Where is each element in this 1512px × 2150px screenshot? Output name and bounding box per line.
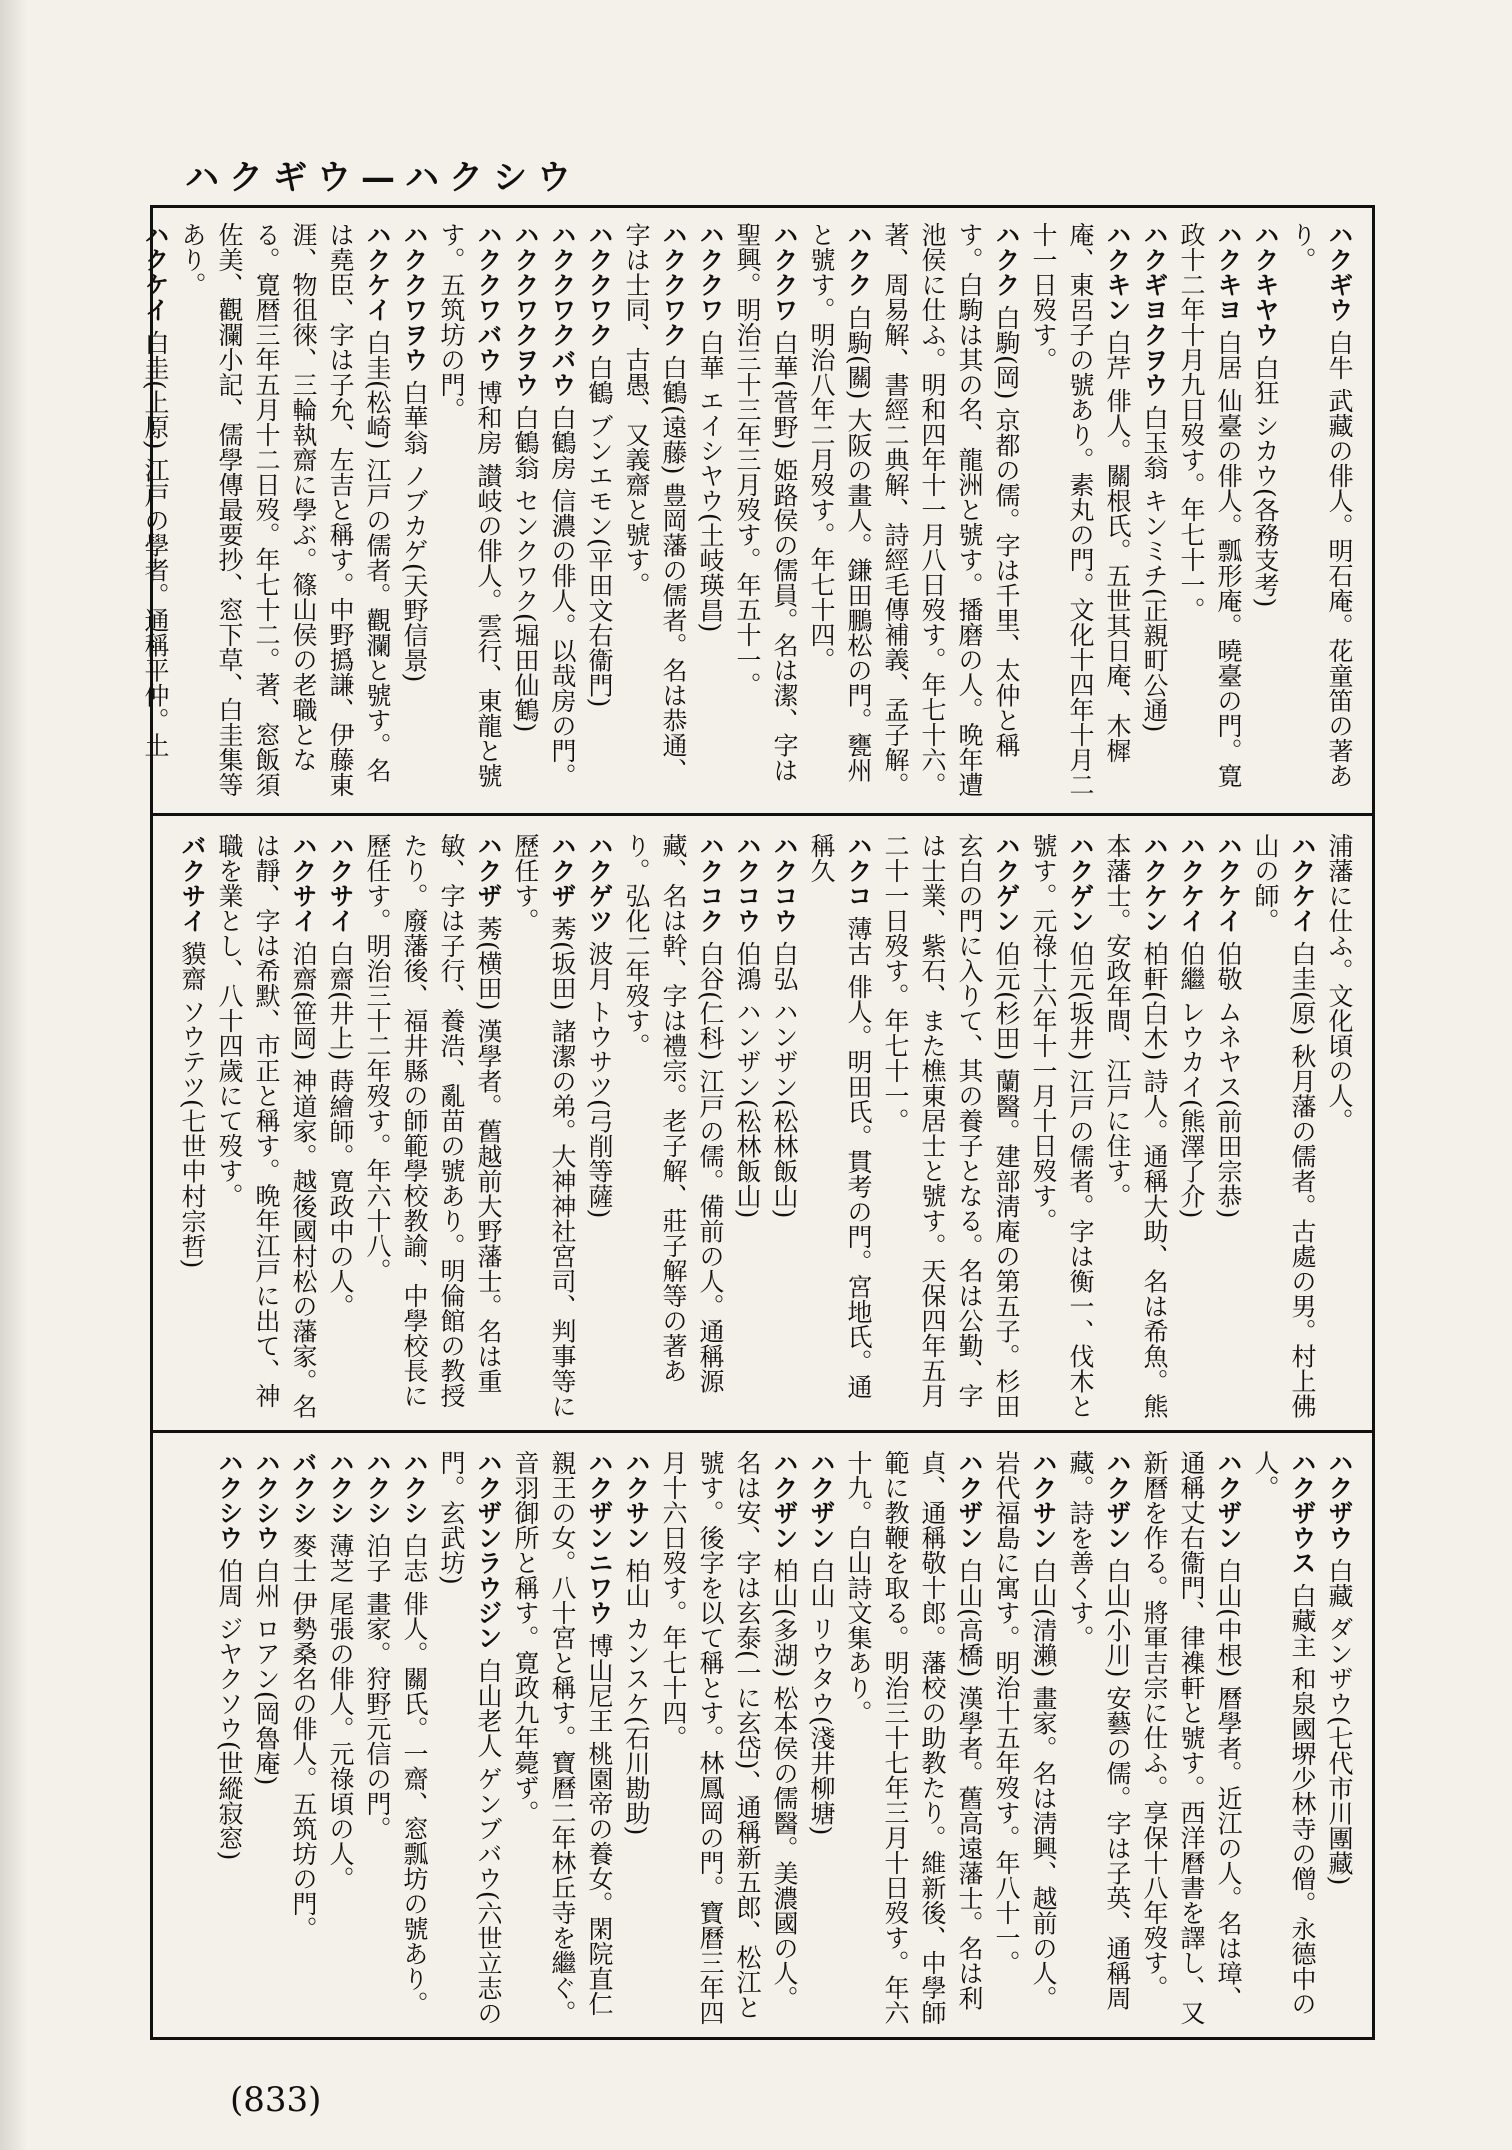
entry-headword: ハククワヲウ	[400, 222, 429, 372]
entry-body: 白圭(原) 秋月藩の儒者。古處の男。村上佛山の師。	[1251, 833, 1317, 1419]
entry-headword: ハクザウ	[1325, 1450, 1354, 1550]
entry-headword: ハクキヤウ	[1251, 222, 1280, 347]
entry-body: 薄古 俳人。明田氏。貫考の門。宮地氏。通稱久	[807, 833, 873, 1399]
dictionary-entry	[1025, 222, 1136, 803]
entry-body: 白齋(井上) 蒔繪師。寛政中の人。	[326, 940, 355, 1319]
dictionary-entry	[1210, 833, 1247, 1420]
entry-body: 泊齋(笹岡) 神道家。越後國村松の藩家。名は靜、字は希默、市正と稱す。晩年江戸に出て、神職を業とし、八十四歲にて歿す。	[215, 833, 318, 1419]
entry-headword: ハクシ	[400, 1450, 429, 1525]
entry-body: 白山 リウタウ(淺井柳塘)	[807, 1557, 836, 1836]
dictionary-entry	[618, 222, 692, 803]
entry-body: 白華(菅野) 姫路侯の儒員。名は潔、字は聖興。明治三十三年三月歿す。年五十一。	[733, 222, 799, 783]
dictionary-entry	[803, 1450, 840, 2027]
entry-body: 伯鴻 ハンザン(松林飯山)	[733, 940, 762, 1219]
page-number: (833)	[230, 2080, 322, 2120]
entry-body: 白駒(岡) 京都の儒。字は千里、太仲と稱す。白駒は其の名、龍洲と號す。播磨の人。晩年遭池侯に仕ふ。明和四年十一月八日歿す。年七十六。著、周易解、書經二典解、詩經毛傳補義、孟子解。	[881, 222, 1021, 797]
entry-body: 白居 仙臺の俳人。瓢形庵。曉臺の門。寛政十二年十月九日歿す。年七十一。	[1177, 222, 1243, 788]
dictionary-entry	[1136, 222, 1173, 803]
dictionary-entry	[840, 1450, 988, 2027]
entry-headword: ハクザ	[548, 833, 577, 908]
entry-body: 柏山 カンスケ(石川勘助)	[622, 1557, 651, 1836]
entry-headword: ハクク	[992, 222, 1021, 297]
entry-body: 白弘 ハンザン(松林飯山)	[770, 940, 799, 1219]
entry-headword: ハククワク	[659, 222, 688, 347]
entry-body: 白志 俳人。關氏。一齋、窓瓢坊の號あり。	[400, 1532, 429, 2016]
entry-body: 白狂 シカウ(各務支考)	[1251, 354, 1280, 608]
entry-headword: ハクサン	[622, 1450, 651, 1550]
dictionary-entry	[1062, 1450, 1136, 2027]
entry-body: 白華 エイシヤウ(土岐瑛昌)	[696, 329, 725, 633]
entry-body: 白駒(關) 大阪の畫人。鎌田鵬松の門。甕州と號す。明治八年二月歿す。年七十四。	[807, 222, 873, 783]
entry-headword: ハクゲン	[992, 833, 1021, 933]
entry-headword: ハクケイ	[1177, 833, 1206, 933]
dictionary-entry	[433, 1450, 507, 2027]
dictionary-entry	[248, 1450, 285, 2027]
dictionary-entry	[803, 833, 877, 1420]
entry-headword: ハクザン	[1214, 1450, 1243, 1550]
entry-headword: ハクゲツ	[585, 833, 614, 933]
dictionary-entry	[544, 222, 581, 803]
dictionary-entry	[507, 222, 544, 803]
dictionary-entry	[618, 1450, 655, 2027]
dictionary-entry	[877, 833, 1025, 1420]
entry-body: 泊子 畫家。狩野元信の門。	[363, 1532, 392, 1841]
entry-body: 浦藩に仕ふ。文化頃の人。	[1325, 833, 1354, 1133]
entry-headword: ハクギウ	[1325, 222, 1354, 322]
entry-body: 白州 ロアン(岡魯庵)	[252, 1557, 281, 1786]
dictionary-entry	[174, 222, 396, 803]
entry-body: 白山(小川) 安藝の儒。字は子英、通稱周藏。詩を善くす。	[1066, 1450, 1132, 2011]
entry-body: 柏軒(白木) 詩人。通稱大助、名は希魚。熊本藩士。安政年間、江戸に住す。	[1103, 833, 1169, 1419]
dictionary-entry	[877, 222, 1025, 803]
dictionary-entry	[507, 833, 581, 1420]
entry-body: 白藏主 和泉國堺少林寺の僧。永德中の人。	[1251, 1450, 1317, 2016]
entry-headword: ハクサイ	[326, 833, 355, 933]
entry-body: 白玉翁 キンミチ(正親町公通)	[1140, 404, 1169, 733]
entry-headword: ハクケイ	[141, 222, 170, 322]
entry-headword: ハククワクバウ	[548, 222, 577, 397]
entry-body: 莠(坂田) 諸潔の弟。大神神社宮司、判事等に歷任す。	[511, 833, 577, 1419]
entry-body: 白圭(上原) 江戸の學者。通稱平仲。土	[141, 329, 170, 758]
entry-body: 白山(清瀨) 畫家。名は淸興、越前の人。岩代福島に寓す。明治十五年歿す。年八十一。	[992, 1450, 1058, 2011]
dictionary-entry	[766, 833, 803, 1420]
entry-body: 伯元(坂井) 江戸の儒者。字は衡一、伐木と號す。元祿十六年十一月十日歿す。	[1029, 833, 1095, 1419]
dictionary-entry	[1321, 1450, 1358, 2027]
entry-headword: ハクザ	[474, 833, 503, 908]
entry-headword: ハクコ	[844, 833, 873, 908]
dictionary-entry	[1099, 833, 1173, 1420]
entry-body: 白山(中根) 曆學者。近江の人。名は璋、通稱丈右衞門、律襍軒と號す。西洋曆書を譯し、又新曆を作る。將軍吉宗に仕ふ。享保十八年歿す。	[1140, 1450, 1243, 2025]
dictionary-entry	[137, 222, 174, 803]
entry-headword: ハククワクヲウ	[511, 222, 540, 397]
dictionary-entry	[285, 1450, 322, 2027]
entry-body: 白圭(松崎) 江戸の儒者。觀瀾と號す。名は堯臣、字は子允、左吉と稱す。中野撝謙、伊藤東涯、物徂徠、三輪執齋に學ぶ。篠山侯の老職となる。寛暦三年五月十二日歿。年七十二。著、窓飯須佐美、觀瀾小記、儒學傳最要抄、窓下草、白圭集等あり。	[178, 222, 392, 797]
dictionary-entry	[1173, 833, 1210, 1420]
entry-headword: ハクケン	[1140, 833, 1169, 933]
section-middle	[153, 819, 1372, 1433]
entry-headword: ハククワバウ	[474, 222, 503, 372]
dictionary-entry	[433, 222, 507, 803]
dictionary-entry	[1247, 222, 1284, 803]
dictionary-entry	[1025, 833, 1099, 1420]
dictionary-entry	[1247, 1450, 1321, 2027]
entry-headword: ハクキヨ	[1214, 222, 1243, 322]
entry-columns	[174, 833, 1358, 1420]
entry-body: 白芹 俳人。關根氏。五世其日庵、木樨庵、東呂子の號あり。素丸の門。文化十四年十月二十一日歿す。	[1029, 222, 1132, 797]
entry-headword: ハクコウ	[770, 833, 799, 933]
entry-headword: ハクク	[844, 222, 873, 297]
entry-body: 伯元(杉田) 蘭醫。建部淸庵の第五子。杉田玄白の門に入りて、其の養子となる。名は公勤、字は士業、紫石、また樵東居士と號す。天保四年五月二十一日歿す。年七十一。	[881, 833, 1021, 1419]
entry-body: 白鶴翁 センクワク(堀田仙鶴)	[511, 404, 540, 733]
dictionary-entry	[322, 1450, 359, 2027]
entry-body: 柏山(多湖) 松本侯の儒醫。美濃國の人。名は安、字は玄泰(一に玄岱)、通稱新五郎、松江と號す。後字を以て稱とす。林鳳岡の門。寶曆三年四月十六日歿す。年七十四。	[659, 1450, 799, 2025]
dictionary-entry	[1247, 833, 1321, 1420]
entry-headword: ハクコク	[696, 833, 725, 933]
entry-headword: ハクケイ	[363, 222, 392, 322]
dictionary-entry	[988, 1450, 1062, 2027]
dictionary-entry	[1321, 833, 1358, 1420]
entry-headword: ハクキン	[1103, 222, 1132, 322]
entry-headword: ハククワク	[585, 222, 614, 347]
dictionary-entry	[618, 833, 729, 1420]
entry-headword: ハクザンニワウ	[585, 1450, 614, 1625]
entry-body: 波月 トウサツ(弓削等薩)	[585, 940, 614, 1219]
entry-headword: ハクケイ	[1288, 833, 1317, 933]
dictionary-entry	[396, 222, 433, 803]
dictionary-entry	[692, 222, 729, 803]
entry-headword: バクサイ	[178, 833, 207, 933]
dictionary-entry	[655, 1450, 803, 2027]
entry-headword: バクシ	[289, 1450, 318, 1525]
dictionary-entry	[174, 833, 211, 1420]
scan-shadow-edge	[0, 0, 28, 2150]
entry-headword: ハクギヨクヲウ	[1140, 222, 1169, 397]
dictionary-entry	[359, 833, 507, 1420]
section-bottom	[153, 1436, 1372, 2037]
entry-columns	[211, 1450, 1358, 2027]
dictionary-entry	[322, 833, 359, 1420]
dictionary-entry	[729, 222, 803, 803]
entry-headword: ハクサイ	[289, 833, 318, 933]
entry-body: 莠(横田) 漢學者。舊越前大野藩士。名は重敏、字は子行、養浩、亂苗の號あり。明倫館の教授たり。廢藩後、福井縣の師範學校教諭、中學校長に歷任す。明治三十二年歿す。年六十八。	[363, 833, 503, 1408]
entry-headword: ハクザンラウジン	[474, 1450, 503, 1650]
entry-body: 白鶴房 信濃の俳人。以哉房の門。	[548, 404, 577, 788]
dictionary-entry	[581, 833, 618, 1420]
entry-headword: ハクザン	[770, 1450, 799, 1550]
entry-body: 麥士 伊勢桑名の俳人。五筑坊の門。	[289, 1532, 318, 1941]
entry-headword: ハクサン	[1029, 1450, 1058, 1550]
dictionary-entry	[1173, 222, 1247, 803]
section-top	[141, 208, 1372, 816]
entry-headword: ハクザン	[807, 1450, 836, 1550]
entry-headword: ハクザン	[1103, 1450, 1132, 1550]
entry-body: 白藏 ダンザウ(七代市川團藏)	[1325, 1557, 1354, 1886]
entry-headword: ハクケイ	[1214, 833, 1243, 933]
dictionary-entry	[729, 833, 766, 1420]
entry-body: 白山(高橋) 漢學者。舊高遠藩士。名は利貞、通稱敬十郎。藩校の助教たり。維新後、中學師範に教鞭を取る。明治三十七年三月十日歿す。年六十九。白山詩文集あり。	[844, 1450, 984, 2025]
entry-headword: ハクシ	[363, 1450, 392, 1525]
dictionary-entry	[396, 1450, 433, 2027]
dictionary-entry	[1136, 1450, 1247, 2027]
dictionary-entry	[803, 222, 877, 803]
entry-body: 白牛 武藏の俳人。明石庵。花童笛の著あり。	[1288, 222, 1354, 788]
entry-body: 貘齋 ソウテツ(七世中村宗哲)	[178, 940, 207, 1269]
entry-headword: ハクザン	[955, 1450, 984, 1550]
entry-headword: ハククワ	[696, 222, 725, 322]
entry-body: 白山老人 ゲンブバウ(六世立志の門。玄武坊)	[437, 1450, 503, 2026]
dictionary-entry	[211, 833, 322, 1420]
entry-headword: ハククワ	[770, 222, 799, 322]
dictionary-entry	[507, 1450, 618, 2027]
entry-body: 白谷(仁科) 江戸の儒。備前の人。通稱源藏、名は幹、字は禮宗。老子解、莊子解等の著あり。弘化二年歿す。	[622, 833, 725, 1394]
dictionary-entry	[211, 1450, 248, 2027]
entry-headword: ハクコウ	[733, 833, 762, 933]
entry-body: 伯繼 レウカイ(熊澤了介)	[1177, 940, 1206, 1219]
dictionary-entry	[581, 222, 618, 803]
entry-body: 伯敬 ムネヤス(前田宗恭)	[1214, 940, 1243, 1219]
entry-headword: ハクシ	[326, 1450, 355, 1525]
entry-body: 伯周 ジヤクソウ(世縱寂窓)	[215, 1557, 244, 1861]
dictionary-entry	[359, 1450, 396, 2027]
entry-body: 博山尼王 桃園帝の養女。閑院直仁親王の女。八十宮と稱す。寶曆二年林丘寺を繼ぐ。音羽御所と稱す。寛政九年薨ず。	[511, 1450, 614, 2025]
entry-headword: ハクザウス	[1288, 1450, 1317, 1575]
entry-headword: ハクゲン	[1066, 833, 1095, 933]
running-title: ハクギウ—ハクシウ	[185, 158, 581, 198]
entry-body: 博和房 讃岐の俳人。雲行、東龍と號す。五筑坊の門。	[437, 222, 503, 788]
entry-body: 白鶴(遠藤) 豊岡藩の儒者。名は恭通、字は士同、古愚、又義齋と號す。	[622, 222, 688, 783]
dictionary-frame	[141, 205, 1375, 2040]
entry-body: 白鶴 ブンエモン(平田文右衞門)	[585, 354, 614, 708]
entry-headword: ハクシウ	[215, 1450, 244, 1550]
entry-body: 薄芝 尾張の俳人。元祿頃の人。	[326, 1532, 355, 1891]
entry-columns	[137, 222, 1358, 803]
dictionary-entry	[1284, 222, 1358, 803]
entry-headword: ハクシウ	[252, 1450, 281, 1550]
entry-body: 白華翁 ノブカゲ(天野信景)	[400, 379, 429, 683]
